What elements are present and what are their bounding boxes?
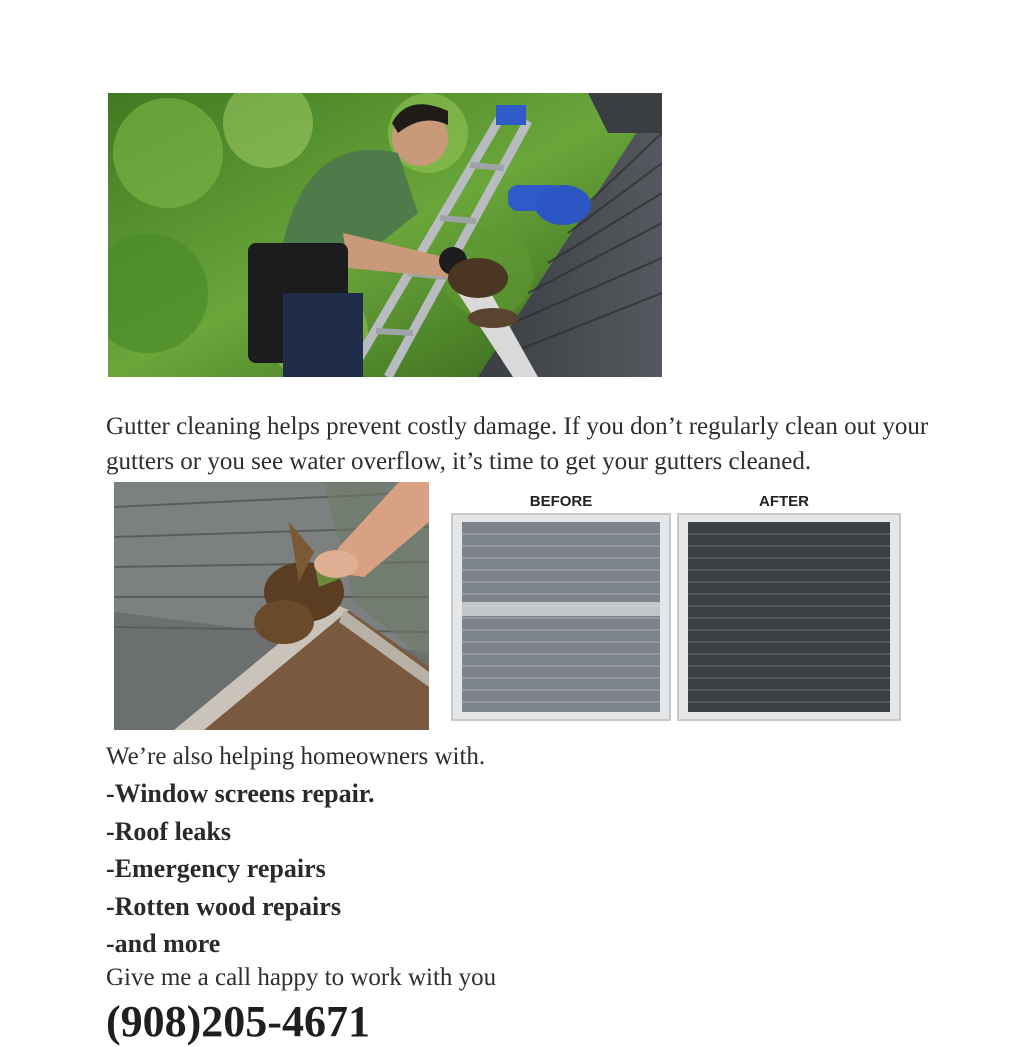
gutter-worker-photo (108, 93, 662, 377)
intro-paragraph: Gutter cleaning helps prevent costly damage. If you don’t regularly clean out your gutters or you see water overflow, it’s time to get your gutters cleaned. (106, 413, 929, 475)
service-item: -and more (106, 929, 221, 958)
call-to-action: Give me a call happy to work with you (106, 964, 497, 991)
phone-number[interactable]: (908)205-4671 (106, 997, 370, 1046)
before-label: BEFORE (529, 493, 593, 510)
service-item: -Window screens repair. (106, 779, 375, 808)
service-item: -Roof leaks (106, 816, 231, 846)
before-after-image (444, 484, 906, 724)
services-list (106, 775, 374, 963)
services-intro: We’re also helping homeowners with. (106, 743, 486, 770)
gutter-debris-photo (114, 482, 429, 730)
service-item: -Emergency repairs (106, 854, 326, 883)
after-label: AFTER (759, 493, 809, 510)
service-item: -Rotten wood repairs (106, 891, 341, 921)
